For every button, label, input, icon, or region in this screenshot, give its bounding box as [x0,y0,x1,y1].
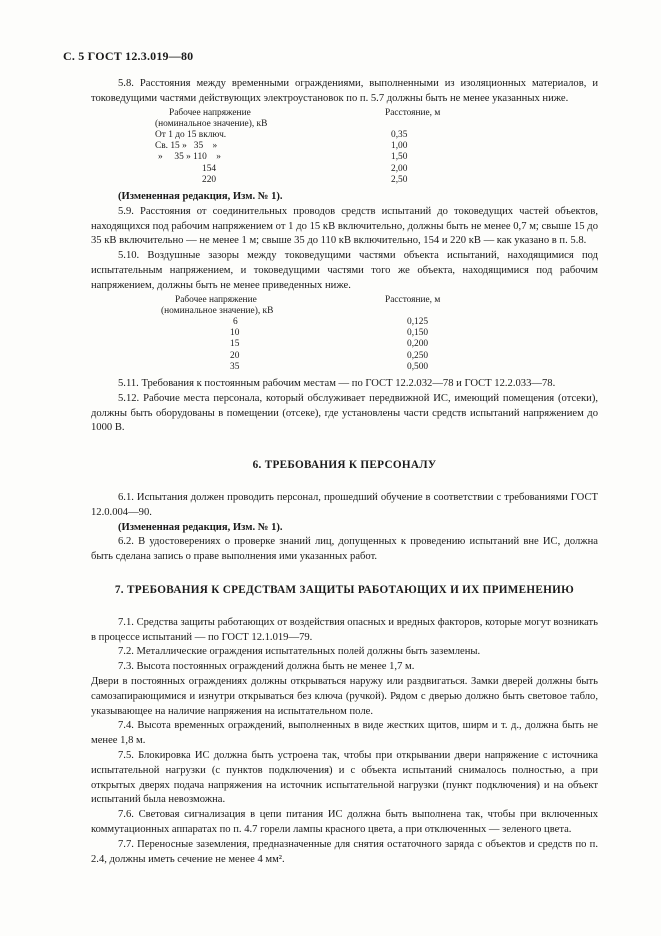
table2-voltage: 15 [230,339,240,350]
paragraph-7-3: 7.3. Высота постоянных ограждений должна быть не менее 1,7 м. [118,661,415,673]
table-row [91,152,440,163]
paragraph-5-11: 5.11. Требования к постоянным рабочим местам — по ГОСТ 12.2.032—78 и ГОСТ 12.2.033—78. [118,378,556,390]
amendment-note-2: (Измененная редакция, Изм. № 1). [118,521,283,533]
table2-distance: 0,150 [407,328,429,339]
table1-voltage: 154 [202,163,217,174]
paragraph-6-1: 6.1. Испытания должен проводить персонал, прошедший обучение в соответствии с требованиями ГОСТ 12.0.004—90. [91,492,598,518]
table2-voltage: 10 [230,328,240,339]
page-content [91,77,598,867]
table2-voltage: 20 [230,350,240,361]
table1-voltage: » 35 » 110 » [158,152,221,163]
table-row [91,339,440,350]
table-row [91,175,440,186]
paragraph-7-6: 7.6. Световая сигнализация в цепи питания ИС должна быть выполнена так, чтобы при включенных коммутационных аппаратах по п. 4.7 горели лампы красного цвета, а при отключенных — зеленого цвета. [91,809,598,835]
table-row [91,141,440,152]
table2-distance: 0,125 [407,317,429,327]
table1-col1-header [91,108,367,130]
paragraph-7-4: 7.4. Высота временных ограждений, выполненных в виде жестких щитов, ширм и т. д., должна быть не менее 1,8 м. [91,720,598,747]
table1-distance: 0,35 [391,130,408,140]
table2-col2-header: Расстояние, м [385,294,441,305]
section-7-title: 7. ТРЕБОВАНИЯ К СРЕДСТВАМ ЗАЩИТЫ РАБОТАЮЩИХ И ИХ ПРИМЕНЕНИЮ [114,583,575,596]
table-row [91,164,440,175]
table1-col1-line2: (номинальное значение), кВ [155,118,268,129]
table-row [91,362,440,373]
table1-distance: 1,00 [391,141,408,152]
table-row [91,351,440,362]
paragraph-7-3-doors: Двери в постоянных ограждениях должны открываться наружу или раздвигаться. Замки дверей должны быть самозапирающимися и изнутри открываться без ключа (ручкой). Рядом с дверью должно быть световое табло, указывающее на наличие напряжения на испытательном поле. [91,675,598,717]
table2-voltage: 35 [230,361,240,372]
page-header: С. 5 ГОСТ 12.3.019—80 [63,49,194,63]
paragraph-7-5: 7.5. Блокировка ИС должна быть устроена так, чтобы при открывании двери напряжение с источника испытательной нагрузки (с пунктов подключения) и с объекта испытаний снималось полностью, а при открытых дверях подача напряжения на источник испытательной нагрузки (пункт подключения) и на объект испытаний была невозможна. [91,749,598,806]
table-row [91,130,440,141]
table2-col1-line2: (номинальное значение), кВ [161,305,274,316]
table1-distance: 2,50 [391,174,408,185]
table1-voltage: Св. 15 » 35 » [155,141,218,152]
amendment-note-1: (Измененная редакция, Изм. № 1). [118,191,283,203]
table1-voltage: От 1 до 15 включ. [155,130,227,140]
distance-table-1 [91,108,440,186]
paragraph-5-9: 5.9. Расстояния от соединительных проводов средств испытаний до токоведущих частей объектов, находящихся под рабочим напряжением от 1 до 15 кВ включительно, должны быть не менее 0,7 м; свыше 15 до 35 кВ включительно — не менее 1 м; свыше 35 до 110 кВ включительно, 154 и 220 кВ — как указано в п. 5.8. [91,205,598,247]
table2-distance: 0,200 [407,339,429,350]
table-row [91,328,440,339]
table2-col1-header [91,295,367,317]
paragraph-5-8: 5.8. Расстояния между временными ограждениями, выполненными из изоляционных материалов, и токоведущими частями действующих электроустановок по п. 5.7 должны быть не менее указанных ниже. [91,78,598,104]
paragraph-7-2: 7.2. Металлические ограждения испытательных полей должны быть заземлены. [118,646,481,658]
table2-voltage: 6 [233,317,238,327]
table2-distance: 0,500 [407,361,429,372]
table2-col1-line1: Рабочее напряжение [175,294,257,305]
distance-table-2 [91,295,440,373]
table1-distance: 1,50 [391,152,408,163]
table-row [91,317,440,328]
table2-distance: 0,250 [407,350,429,361]
table1-col1-line1: Рабочее напряжение [169,107,251,118]
paragraph-7-7: 7.7. Переносные заземления, предназначенные для снятия остаточного заряда с объектов и средств по п. 2.4, должны иметь сечение не менее 4 мм². [91,838,598,865]
paragraph-5-12: 5.12. Рабочие места персонала, который обслуживает передвижной ИС, имеющий помещения (отсеки), должны быть оборудованы в помещении (отсеке), где установлены части средств испытаний напряжением до 1000 В. [91,392,598,434]
section-6-title: 6. ТРЕБОВАНИЯ К ПЕРСОНАЛУ [252,459,437,472]
table1-col2-header: Расстояние, м [385,107,441,118]
table1-distance: 2,00 [391,163,408,174]
paragraph-5-10: 5.10. Воздушные зазоры между токоведущими частями объекта испытаний, находящимися под испытательным напряжением, и токоведущими частями того же объекта, находящимися под рабочим напряжением, должны быть не менее приведенных ниже. [91,250,598,291]
paragraph-7-1: 7.1. Средства защиты работающих от воздействия опасных и вредных факторов, которые могут возникать в процессе испытаний — по ГОСТ 12.1.019—79. [91,616,598,643]
table1-voltage: 220 [202,174,217,185]
paragraph-6-2: 6.2. В удостоверениях о проверке знаний лиц, допущенных к проведению испытаний вне ИС, должна быть сделана запись о праве выполнения ими указанных работ. [91,536,598,563]
